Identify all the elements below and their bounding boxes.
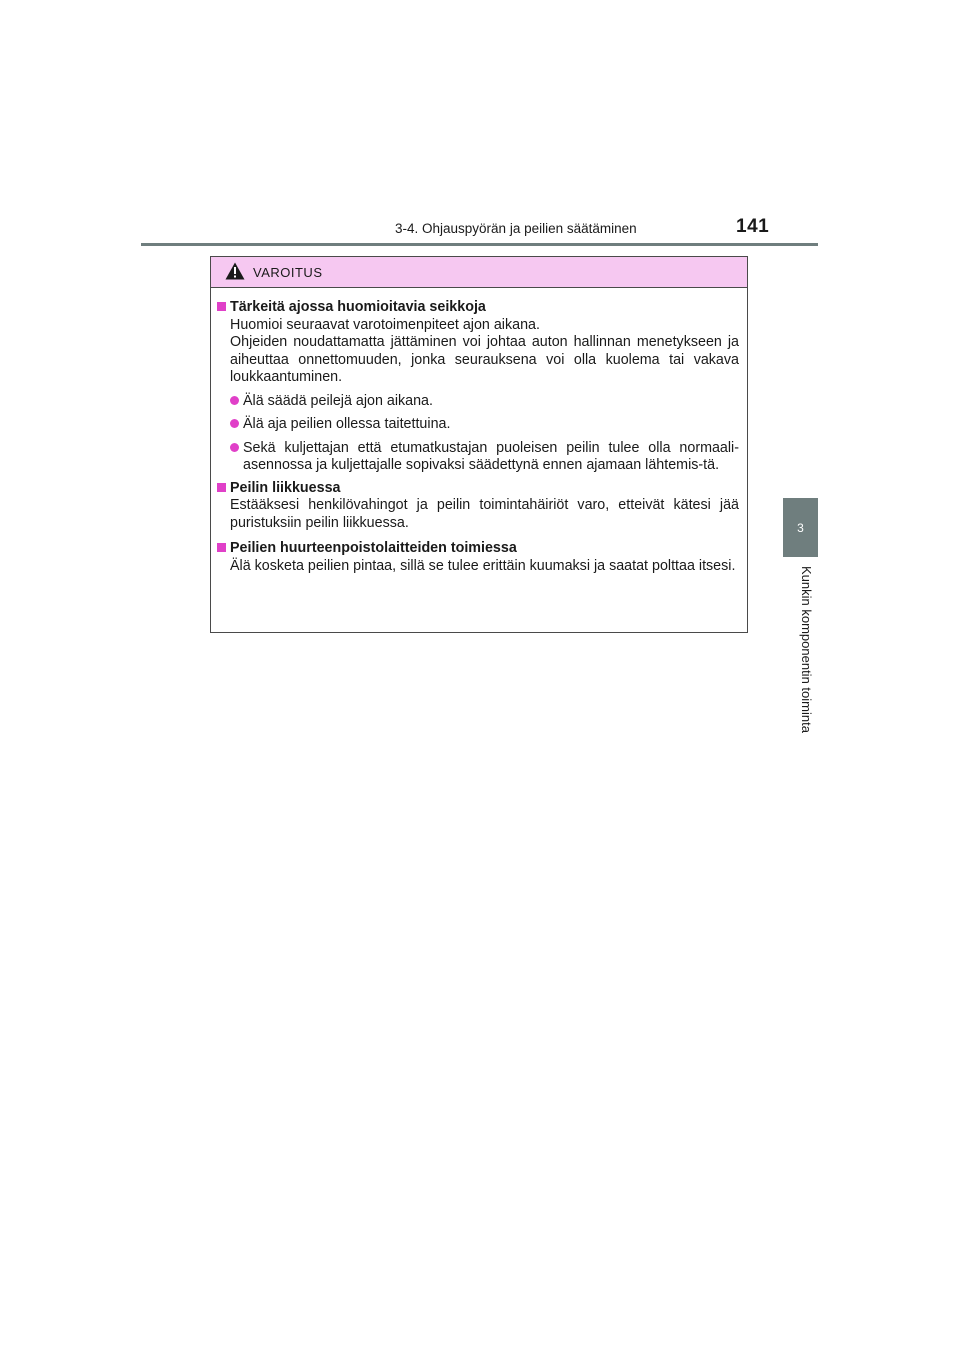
page-number: 141 xyxy=(736,216,770,237)
side-label-container xyxy=(780,566,822,756)
warning-header xyxy=(211,257,747,288)
warning-triangle-icon xyxy=(225,262,245,280)
paragraph: Ohjeiden noudattamatta jättäminen voi johtaa auton hallinnan menetykseen ja aiheuttaa onnettomuuden, jonka seurauksena voi olla kuolema tai vakava loukkaantuminen. xyxy=(230,334,739,385)
chapter-tab-number: 3 xyxy=(797,520,804,535)
section-heading-text: Peilin liikkuessa xyxy=(230,479,341,496)
section-heading xyxy=(217,480,739,498)
chapter-tab xyxy=(783,498,818,557)
chapter-side-label: Kunkin komponentin toiminta xyxy=(799,566,814,733)
section-content xyxy=(230,317,739,475)
section-heading-text: Tärkeitä ajossa huomioitavia seikkoja xyxy=(230,299,486,315)
warning-body xyxy=(211,288,747,575)
warning-box xyxy=(210,256,748,633)
chapter-title: 3-4. Ohjauspyörän ja peilien säätäminen xyxy=(395,221,637,236)
section-heading xyxy=(217,540,739,558)
square-bullet-icon xyxy=(217,302,226,311)
warning-title: VAROITUS xyxy=(253,265,323,280)
section-content xyxy=(230,558,739,576)
section-content xyxy=(230,497,739,532)
list-item xyxy=(230,393,739,411)
list-item-text: Älä aja peilien ollessa taitettuina. xyxy=(243,416,451,432)
paragraph: Estääksesi henkilövahingot ja peilin toimintahäiriöt varo, etteivät kätesi jää puristuksiin peilin liikkuessa. xyxy=(230,497,739,531)
section-heading xyxy=(217,299,739,317)
list-item-text: Älä säädä peilejä ajon aikana. xyxy=(243,392,433,409)
round-bullet-icon xyxy=(230,443,239,452)
square-bullet-icon xyxy=(217,483,226,492)
list-item-text: Sekä kuljettajan että etumatkustajan puoleisen peilin tulee olla normaali-asennossa ja kuljettajalle sopivaksi säädettynä ennen ajamaan lähtemis-tä. xyxy=(243,439,739,473)
paragraph: Huomioi seuraavat varotoimenpiteet ajon aikana. xyxy=(230,316,540,333)
round-bullet-icon xyxy=(230,396,239,405)
list-item xyxy=(230,440,739,475)
round-bullet-icon xyxy=(230,419,239,428)
square-bullet-icon xyxy=(217,543,226,552)
section-heading-text: Peilien huurteenpoistolaitteiden toimiessa xyxy=(230,540,517,556)
header-divider xyxy=(141,243,818,246)
paragraph: Älä kosketa peilien pintaa, sillä se tulee erittäin kuumaksi ja saatat polttaa itsesi. xyxy=(230,557,736,574)
list-item xyxy=(230,416,739,434)
